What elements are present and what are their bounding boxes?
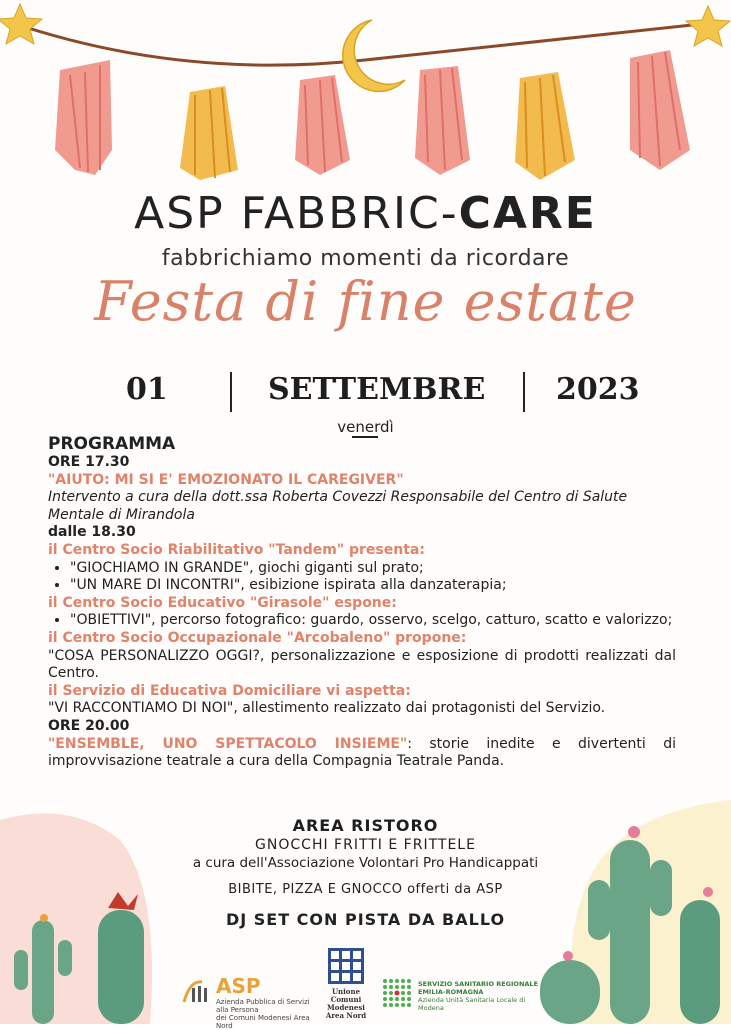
list-item: • "UN MARE DI INCONTRI", esibizione ispirata alla danzaterapia;: [70, 577, 676, 595]
tassel-gold-2: [515, 72, 575, 180]
program-time: ORE 20.00: [48, 717, 130, 734]
program-heading: PROGRAMMA: [48, 434, 176, 454]
offered-text: BIBITE, PIZZA E GNOCCO offerti da ASP: [228, 882, 503, 897]
ssr-logo: [382, 976, 542, 1016]
asp-logo-caption: [216, 998, 316, 1030]
date-month: SETTEMBRE: [268, 372, 486, 407]
poster-subtitle: fabbrichiamo momenti da ricordare: [161, 246, 570, 271]
ristoro-organizer: a cura dell'Associazione Volontari Pro Handicappati: [192, 855, 539, 871]
date-separator: [523, 372, 525, 412]
tandem-heading: il Centro Socio Riabilitativo "Tandem" presenta:: [48, 541, 425, 558]
title-regular: ASP FABBRIC-: [134, 188, 459, 239]
arcobaleno-heading: il Centro Socio Occupazionale "Arcobaleno" propone:: [48, 629, 467, 646]
date-separator: [230, 372, 232, 412]
ssr-logo-icon: [382, 978, 412, 1008]
unione-caption: [318, 988, 374, 1020]
title-bold: CARE: [458, 188, 597, 239]
domiciliare-heading: il Servizio di Educativa Domiciliare vi aspetta:: [48, 682, 411, 699]
event-script-title: Festa di fine estate: [94, 270, 637, 333]
star-icon: [686, 6, 730, 46]
unione-crest-icon: [328, 948, 364, 984]
asp-caption-line: dei Comuni Modenesi Area Nord: [216, 1014, 310, 1030]
program-time: ORE 17.30: [48, 454, 130, 470]
ssr-caption-line: Azienda Unità Sanitaria Locale di Modena: [418, 996, 526, 1012]
tandem-list: [48, 560, 676, 595]
program-time: dalle 18.30: [48, 524, 136, 541]
garland-decoration: [0, 0, 731, 190]
unione-caption-line: Unione Comuni: [330, 987, 362, 1004]
domiciliare-text: "VI RACCONTIAMO DI NOI", allestimento realizzato dai protagonisti del Servizio.: [48, 700, 606, 717]
asp-logo-name: ASP: [216, 974, 261, 998]
program-section: [48, 434, 676, 771]
ristoro-section: [0, 816, 731, 871]
ssr-caption-line: SERVIZIO SANITARIO REGIONALE: [418, 980, 539, 988]
djset-text: DJ SET CON PISTA DA BALLO: [225, 910, 506, 929]
list-item: • "GIOCHIAMO IN GRANDE", giochi giganti sul prato;: [70, 560, 676, 578]
tassel-pink-4: [630, 50, 690, 170]
date-year: 2023: [556, 372, 640, 407]
ensemble-text: : storie inedite e divertenti di improvvisazione teatrale a cura della Compagnia Teatrale Panda.: [48, 735, 676, 770]
ensemble-title: "ENSEMBLE, UNO SPETTACOLO INSIEME": [48, 735, 408, 752]
ensemble-paragraph: [48, 736, 676, 771]
girasole-heading: il Centro Socio Educativo "Girasole" espone:: [48, 594, 397, 611]
ssr-logo-caption: [418, 980, 544, 1012]
tassel-pink-1: [55, 60, 112, 175]
date-weekday: venerdì: [337, 418, 394, 436]
unione-caption-line: Modenesi: [327, 1003, 365, 1012]
talk-title: "AIUTO: MI SI E' EMOZIONATO IL CAREGIVER": [48, 471, 404, 488]
poster-title: [0, 188, 731, 239]
asp-logo: [180, 974, 310, 1030]
tassel-pink-2: [295, 75, 350, 175]
tassel-pink-3: [415, 66, 470, 175]
unione-caption-line: Area Nord: [325, 1011, 367, 1020]
ristoro-subtitle: GNOCCHI FRITTI E FRITTELE: [255, 837, 476, 853]
star-icon: [0, 4, 42, 44]
asp-caption-line: Azienda Pubblica di Servizi alla Persona: [216, 998, 310, 1014]
talk-description: Intervento a cura della dott.ssa Roberta Covezzi Responsabile del Centro di Salute Mentale di Mirandola: [48, 489, 628, 523]
asp-logo-icon: [180, 976, 214, 1006]
girasole-list: [48, 612, 676, 630]
unione-logo: [318, 948, 374, 1020]
list-item: • "OBIETTIVI", percorso fotografico: guardo, osservo, scelgo, catturo, scatto e valorizzo;: [70, 612, 676, 630]
ristoro-title: AREA RISTORO: [292, 816, 439, 835]
arcobaleno-text: "COSA PERSONALIZZO OGGI?, personalizzazione e esposizione di prodotti realizzati dal Centro.: [48, 647, 676, 682]
date-day: 01: [126, 372, 168, 407]
ssr-caption-line: EMILIA-ROMAGNA: [418, 988, 484, 996]
tassel-gold-1: [180, 86, 238, 180]
